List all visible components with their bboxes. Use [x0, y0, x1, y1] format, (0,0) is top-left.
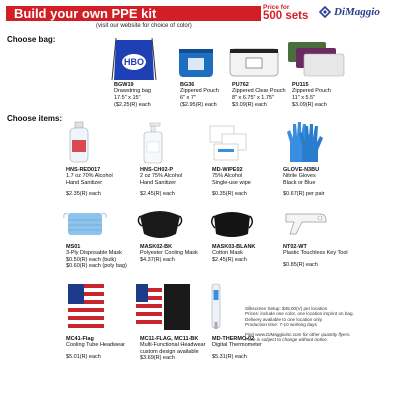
sanitizer-pump-image [141, 122, 165, 164]
bag-price: ($2.95(R) each [180, 101, 217, 108]
item-mc41-flag [66, 336, 125, 360]
item-nt02-wt [283, 244, 348, 268]
item-hns-ch02-p [140, 167, 182, 197]
delivery-note: Delivery available to one location only. [245, 316, 323, 322]
item-line: Nitrile Gloves [283, 173, 316, 180]
prices-note: Prices: include one color, one location imprint on bag. [245, 311, 354, 317]
bag-size: 17.5" x 15" [114, 94, 141, 101]
bag-price: $3.09(R) each [292, 101, 327, 108]
item-line: 1.7 oz 70% Alcohol [66, 173, 113, 180]
bag-print-text: HBO [124, 57, 144, 67]
bag-name: Zippered Pouch [292, 88, 331, 95]
item-code: MD-WIPE02 [212, 167, 243, 173]
item-price: $0.85(R) each [283, 261, 318, 268]
bag-code: BG36 [180, 82, 195, 88]
item-code: MS01 [66, 244, 81, 250]
drawstring-bag-image [108, 36, 160, 82]
item-hns-red017 [66, 167, 113, 197]
clear-pouch-image [228, 46, 280, 78]
disposable-mask-image [62, 208, 108, 238]
item-mask02-bk [140, 244, 198, 263]
item-line: 2 oz 75% Alcohol [140, 173, 183, 180]
bag-price: $3.09(R) each [232, 101, 267, 108]
sanitizer-bottle-image [66, 120, 92, 164]
bag-code: BGW19 [114, 82, 134, 88]
zippered-pouch-set-image [286, 40, 346, 78]
item-code: HNS-RED017 [66, 167, 101, 173]
item-price: $5.01(R) each [66, 353, 101, 360]
bag-size: 8" x 6.75" x 1.75" [232, 94, 274, 101]
multi-headwear-image [134, 282, 194, 332]
alcohol-wipe-image [208, 124, 248, 162]
dimaggio-logo [318, 6, 380, 18]
item-price: $5.31(R) each [212, 353, 247, 360]
item-code: HNS-CH02-P [140, 167, 174, 173]
production-note: Production time: 7-10 working days [245, 322, 317, 328]
item-price: $2.45(R) each [140, 190, 175, 197]
polyester-mask-image [136, 208, 184, 240]
item-md-wipe02 [212, 167, 251, 197]
item-line: Polyester Cooling Mask [140, 250, 198, 257]
item-code: MASK02-BK [140, 244, 173, 250]
choose-bag-heading: Choose bag: [7, 35, 56, 44]
price-for-label: Price for [263, 4, 290, 11]
bag-name: Zippered Clear Pouch [232, 88, 286, 95]
item-line: Cooling Tube Headwear [66, 342, 126, 349]
item-mc11 [140, 336, 205, 361]
sets-label: 500 sets [263, 10, 309, 22]
item-price: $4.37(R) each [140, 256, 175, 263]
logo-text: DiMaggio [334, 6, 380, 18]
item-glove-n3bu [283, 167, 325, 197]
item-price: $0.60(R) each (poly bag) [66, 262, 127, 269]
item-code: MASK03-BLANK [212, 244, 256, 250]
item-line: Multi-Functional Headwear [140, 342, 206, 349]
bag-code: PU762 [232, 82, 249, 88]
info-block [245, 306, 393, 342]
item-line: Black or Blue [283, 179, 316, 186]
bag-name: Drawstring bag [114, 88, 151, 95]
bag-item-bgw19 [114, 82, 151, 108]
cotton-mask-image [208, 208, 256, 240]
item-price: $2.45(R) each [212, 256, 247, 263]
bag-size: 6" x 7" [180, 94, 196, 101]
bag-price: ($2.25(R) each [114, 101, 151, 108]
website-note: Find www.DiMaggioinc.com for other quantity flyers. [245, 331, 351, 337]
nitrile-gloves-image [284, 118, 324, 164]
item-price: $3.69(R) each [140, 354, 175, 361]
item-code: MC11-FLAG, MC11-BK [140, 336, 199, 342]
bag-item-pu762 [232, 82, 286, 108]
item-line: Plastic Touchless Key Tool [283, 250, 348, 257]
item-line: Cotton Mask [212, 250, 243, 257]
item-code: GLOVE-N3BU [283, 167, 320, 173]
item-price: $2.35(R) each [66, 190, 101, 197]
zippered-pouch-image [176, 46, 216, 80]
flag-headwear-image [64, 282, 108, 332]
bag-item-bg36 [180, 82, 219, 108]
item-price: $0.67(R) per pair [283, 190, 325, 197]
item-price: $0.50(R) each (bulk) [66, 256, 117, 263]
item-line: Single-use wipe [212, 179, 251, 186]
item-line: 3-Ply Disposable Mask [66, 250, 122, 257]
choose-items-heading: Choose items: [7, 114, 63, 123]
bag-item-pu115 [292, 82, 331, 108]
price-change-note: Price is subject to change without notice. [245, 337, 328, 343]
item-mask03-blank [212, 244, 255, 263]
logo-mark-icon [318, 6, 332, 18]
item-line: custom design available [140, 348, 199, 355]
item-line: Hand Sanitizer [140, 179, 177, 186]
item-line: 75% Alcohol [212, 173, 243, 180]
touchless-key-tool-image [282, 208, 330, 240]
item-code: MD-THERMO-02 [212, 336, 255, 342]
title-banner: Build your own PPE kit [6, 6, 261, 21]
item-code: MC41-Flag [66, 336, 94, 342]
bag-code: PU115 [292, 82, 309, 88]
visit-note: (visit our website for choice of color) [96, 23, 192, 29]
item-price: $0.35(R) each [212, 190, 247, 197]
item-line: Hand Sanitizer [66, 179, 103, 186]
thermometer-image [206, 282, 226, 332]
bag-name: Zippered Pouch [180, 88, 219, 95]
setup-note: Silkscreen Setup: $45.00(V) per location [245, 306, 328, 311]
item-line: Digital Thermometer [212, 342, 262, 349]
bag-size: 11" x 5.5" [292, 94, 316, 101]
item-code: NT02-WT [283, 244, 307, 250]
item-ms01 [66, 244, 127, 269]
